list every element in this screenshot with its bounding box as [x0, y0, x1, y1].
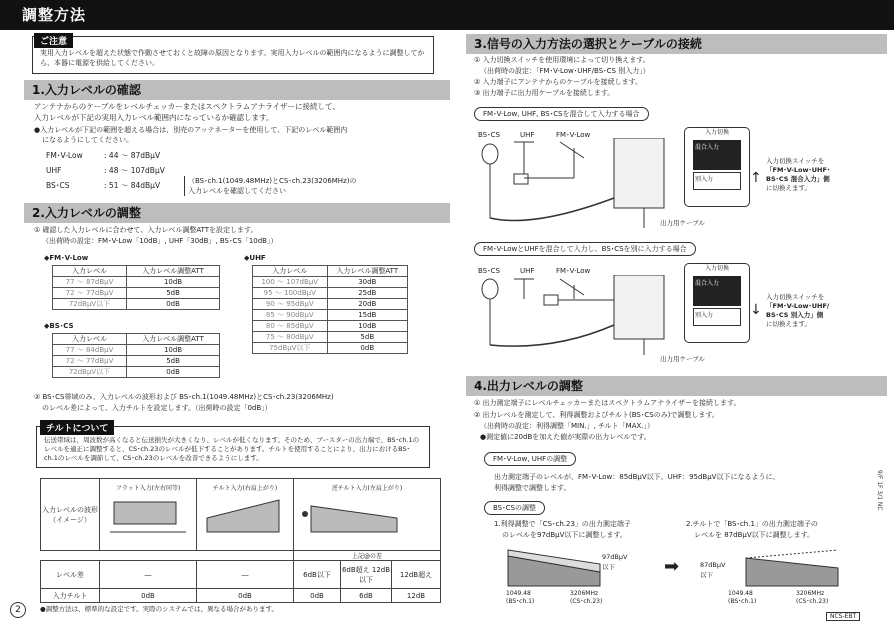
- bs-cs-step-2a: 2.チルトで「BS･ch.1」の出力測定端子の: [686, 520, 818, 528]
- antenna-uhf-label: UHF: [520, 131, 535, 139]
- input-tilt-label: 入力チルト: [41, 589, 100, 603]
- notice-text: 実用入力レベルを超えた状態で作動させておくと故障の原因となります。実用入力レベルの範囲内になるように調整してから、本器に電源を供給してください。: [40, 49, 425, 67]
- bs-level-note: （BS･ch.1(1049.48MHz)とCS･ch.23(3206MHz)の 入力レベルを確認してください: [184, 176, 356, 196]
- switch-instruction-2: 入力切換スイッチを 「FM･V-Low･UHF/ BS･CS 別入力」側 に切換えます。: [766, 293, 830, 328]
- tilt-text: 伝送帯域は、周波数が高くなると伝送損失が大きくなり、レベルが低くなります。そのため、ブースターの出力端で、BS･ch.1のレベルを適正に調整すると、CS･ch.23のレベルが低下することがあります。チルトを使用することにより、出力におけるBS･ch.1のレベルを調節して、CS･ch.23のレベルを改善できるようにします。: [44, 436, 420, 462]
- sec4-step-2-default: （出荷時の設定：利得調整「MIN.」, チルト「MAX.」）: [480, 422, 655, 430]
- fm-uhf-adjust-label: FM･V-Low, UHFの調整: [484, 452, 576, 466]
- switch-separate-position: 別入力: [693, 308, 741, 326]
- tilt-setting-table: [40, 478, 441, 603]
- sec1-note-1: ●入力レベルが下記の範囲を超える場合は、別売のアッテネーターを使用して、下記のレベル範囲内: [34, 126, 348, 134]
- output-cable-label-2: 出力用ケーブル: [660, 355, 705, 363]
- output-cable-label-1: 出力用ケーブル: [660, 219, 705, 227]
- flat-input-cell: フラット入力(左右同等): [100, 479, 197, 551]
- switch-mixed-position: 混合入力: [693, 140, 741, 170]
- arrow-up-icon: ↑: [750, 170, 762, 186]
- input-tilt-value: 12dB: [392, 589, 441, 603]
- tilt-adjust-graph: [742, 546, 842, 590]
- sec2-step-1-default: （出荷時の設定：FM･V-Low「10dB」, UHF「30dB」, BS･CS「10dB」）: [42, 237, 278, 245]
- level-row: UHF : 48 ～ 107dBμV: [46, 166, 165, 175]
- sec4-step-2-note: ●測定値に20dBを加えた値が実際の出力レベルです。: [480, 433, 651, 441]
- tilt-input-cell: チルト入力(右肩上がり): [197, 479, 294, 551]
- bs-cs-step-1a: 1.利得調整で「CS･ch.23」の出力測定端子: [494, 520, 631, 528]
- freq-label-right-2: 3206MHz (CS･ch.23): [796, 590, 829, 605]
- waveform-row-label: 入力レベルの波形（イメージ）: [41, 479, 100, 551]
- page-title: 調整方法: [22, 6, 87, 24]
- level-row: FM･V-Low : 44 ～ 87dBμV: [46, 151, 161, 160]
- tilt-waveform: [199, 492, 291, 544]
- switch-mixed-position: 混合入力: [693, 276, 741, 306]
- bs-cs-step-2b: レベルを 87dBμV以下に調整します。: [694, 531, 815, 539]
- fm-att-table: 入力レベル 入力レベル調整ATT 77 ～ 87dBμV 10dB 72 ～ 77dBμV 5dB 72dBμV以下 0dB: [52, 265, 220, 310]
- level-diff-cell: 12dB超え: [392, 561, 441, 589]
- sec2-step-2: ② BS･CS帯域のみ、入力レベルの波形および BS･ch.1(1049.48MHz)とCS･ch.23(3206MHz): [34, 393, 334, 401]
- gain-adjust-graph: [504, 546, 604, 590]
- section-4-heading: 4.出力レベルの調整: [466, 376, 887, 396]
- reverse-tilt-input-cell: 逆チルト入力(左肩上がり): [294, 479, 441, 551]
- sec4-step-2: ② 出力レベルを測定して、利得調整およびチルト(BS･CSのみ)で調整します。: [474, 411, 719, 419]
- title-bar: [0, 0, 894, 30]
- input-tilt-value: 6dB: [341, 589, 392, 603]
- fm-uhf-adjust-text-2: 利得調整で調整します。: [494, 484, 571, 492]
- side-vertical-text: 9/F 1F 3/1 NC: [876, 470, 883, 511]
- switch-callout-2: 入力切換 混合入力 別入力: [684, 263, 750, 343]
- connection-diagram-1: [474, 138, 674, 228]
- sec4-step-1: ① 出力測定端子にレベルチェッカーまたはスペクトラムアナライザーを接続します。: [474, 399, 741, 407]
- tilt-target-level: 87dBμV 以下: [700, 561, 726, 579]
- sec1-paragraph-2: 入力レベルが下記の実用入力レベル範囲内になっているか確認します。: [34, 113, 274, 122]
- sec3-step-1: ① 入力切換スイッチを使用環境によって切り換えます。: [474, 56, 650, 64]
- fm-table-heading: ◆FM･V-Low: [44, 254, 89, 262]
- freq-label-left-1: 1049.48 (BS･ch.1): [506, 590, 535, 605]
- level-diff-flat: ―: [100, 561, 197, 589]
- sec1-note-2: になるようにしてください。: [42, 136, 133, 144]
- antenna-uhf-label: UHF: [520, 267, 535, 275]
- switch-instruction-1: 入力切換スイッチを 「FM･V-Low･UHF･ BS･CS 混合入力」側 に切換えます。: [766, 157, 831, 192]
- input-tilt-value: 0dB: [100, 589, 197, 603]
- switch-callout-1: 入力切換 混合入力 別入力: [684, 127, 750, 207]
- level-diff-cell: 6dB以下: [294, 561, 341, 589]
- fm-uhf-adjust-text-1: 出力測定端子のレベルが、FM･V-Low：85dBμV以下、UHF：95dBμV以下になるように、: [494, 473, 780, 481]
- sec3-step-3: ③ 出力端子に出力用ケーブルを接続します。: [474, 89, 615, 97]
- page-number: 2: [10, 602, 26, 618]
- sec3-step-2: ② 入力端子にアンテナからのケーブルを接続します。: [474, 78, 643, 86]
- freq-label-right-1: 3206MHz (CS･ch.23): [570, 590, 603, 605]
- uhf-table-heading: ◆UHF: [244, 254, 266, 262]
- bs-cs-adjust-label: BS･CSの調整: [484, 501, 545, 515]
- model-tag: NCS-EBT: [826, 612, 860, 621]
- sec1-paragraph-1: アンテナからのケーブルをレベルチェッカーまたはスペクトラムアナライザーに接続して、: [34, 102, 340, 111]
- section-2-heading: 2.入力レベルの調整: [24, 203, 450, 223]
- arrow-right-icon: ➡: [664, 556, 680, 577]
- notice-label: ご注意: [34, 33, 73, 48]
- level-list: [46, 150, 165, 195]
- antenna-fm-label: FM･V-Low: [556, 131, 591, 139]
- level-row: BS･CS : 51 ～ 84dBμV: [46, 181, 161, 190]
- difference-note: 上記@の差: [294, 551, 441, 561]
- bs-table-heading: ◆BS･CS: [44, 322, 74, 330]
- gain-target-level: 97dBμV 以下: [602, 553, 628, 571]
- sec2-step-1: ① 確認した入力レベルに合わせて、入力レベル調整ATTを設定します。: [34, 226, 258, 234]
- level-diff-label: レベル差: [41, 561, 100, 589]
- antenna-fm-label: FM･V-Low: [556, 267, 591, 275]
- input-tilt-value: 0dB: [197, 589, 294, 603]
- section-1-heading: 1.入力レベルの確認: [24, 80, 450, 100]
- case-2-label: FM･V-LowとUHFを混合して入力し、BS･CSを別に入力する場合: [474, 242, 696, 256]
- tilt-label: チルトについて: [40, 420, 114, 435]
- reverse-tilt-waveform: [297, 492, 437, 544]
- freq-label-left-2: 1049.48 (BS･ch.1): [728, 590, 757, 605]
- antenna-bs-label: BS･CS: [478, 267, 500, 275]
- sec3-step-1-default: （出荷時の設定：「FM･V-Low･UHF/BS･CS 別入力」）: [480, 67, 650, 75]
- level-diff-cell: 6dB超え 12dB以下: [341, 561, 392, 589]
- arrow-down-icon: ↓: [750, 302, 762, 318]
- sec2-step-2-default: のレベル差によって、入力チルトを設定します。（出荷時の設定「0dB」）: [42, 404, 272, 412]
- bs-att-table: 入力レベル 入力レベル調整ATT 77 ～ 84dBμV 10dB 72 ～ 77dBμV 5dB 72dBμV以下 0dB: [52, 333, 220, 378]
- connection-diagram-2: [474, 275, 674, 355]
- footnote: ●調整方法は、標準的な設定です。実際のシステムでは、異なる場合があります。: [40, 605, 278, 613]
- input-tilt-value: 0dB: [294, 589, 341, 603]
- flat-waveform: [102, 492, 194, 544]
- antenna-bs-label: BS･CS: [478, 131, 500, 139]
- bs-cs-step-1b: のレベルを97dBμV以下に調整します。: [502, 531, 627, 539]
- section-3-heading: 3.信号の入力方法の選択とケーブルの接続: [466, 34, 887, 54]
- level-diff-tilt: ―: [197, 561, 294, 589]
- uhf-att-table: 入力レベル 入力レベル調整ATT 100 ～ 107dBμV 30dB 95 ～ 100dBμV 25dB 90 ～ 95dBμV 20dB 85 ～ 90dBμV 15dB 80 ～ 85dBμV 10dB 75 ～ 80dBμV 5dB 75dBμV以下 0dB: [252, 265, 408, 354]
- case-1-label: FM･V-Low, UHF, BS･CSを混合して入力する場合: [474, 107, 649, 121]
- switch-separate-position: 別入力: [693, 172, 741, 190]
